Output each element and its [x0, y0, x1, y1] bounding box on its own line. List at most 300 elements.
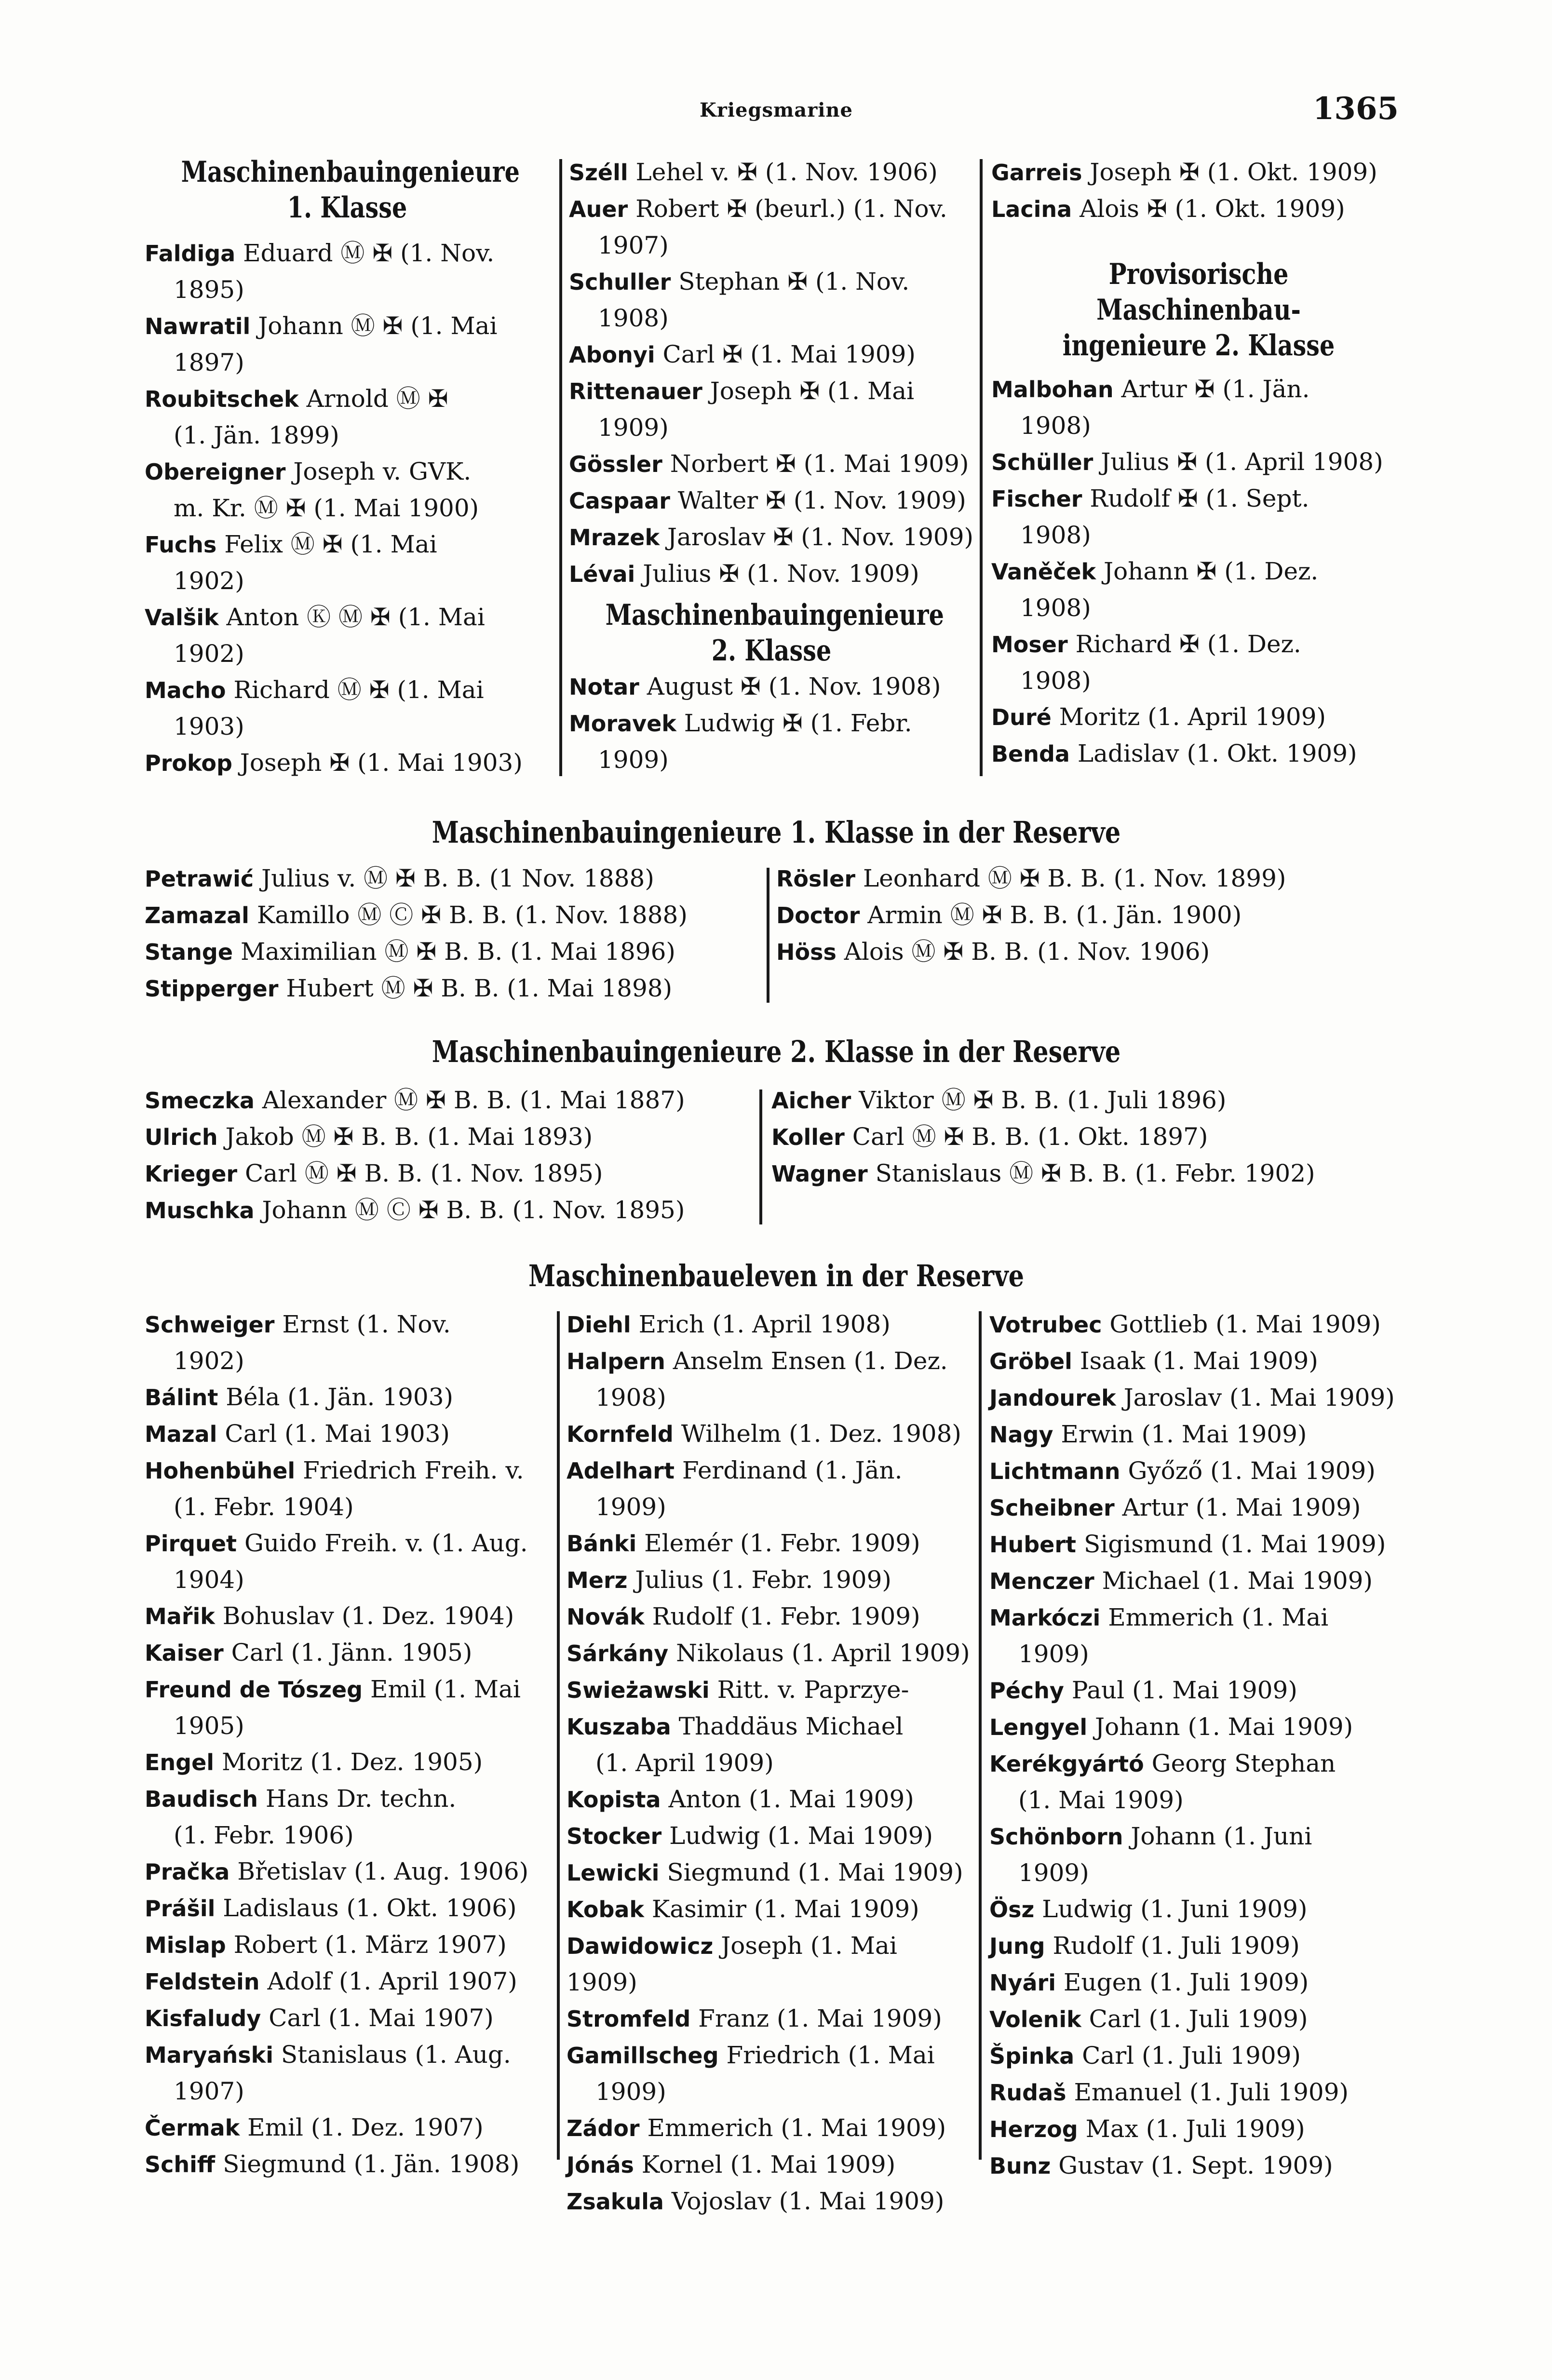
entry-line: [989, 1306, 1404, 1343]
entry-surname: Menczer: [989, 1568, 1094, 1594]
entry-line: [145, 1343, 550, 1379]
entry-line: [567, 1343, 974, 1380]
entry-surname: Zsakula: [567, 2189, 664, 2215]
entry-line: [569, 228, 974, 264]
entry-line: [567, 1818, 974, 1855]
entry-line: [145, 345, 550, 381]
entry-line: [567, 2001, 974, 2037]
entry-line: [567, 1855, 974, 1891]
entry-line: [145, 381, 550, 417]
entry-details: Paul (1. Mai 1909): [1071, 1676, 1297, 1704]
entry-details: Emanuel (1. Juli 1909): [1074, 2078, 1349, 2106]
entry-list: [569, 669, 974, 778]
entry-details: Ludwig (1. Juni 1909): [1042, 1895, 1308, 1923]
entry-details: Viktor Ⓜ ✠ B. B. (1. Juli 1896): [859, 1086, 1227, 1114]
reserve-1-right: [776, 861, 1403, 970]
entry-details: Kasimir (1. Mai 1909): [651, 1895, 919, 1923]
entry-surname: Prášil: [145, 1896, 216, 1922]
entry-line: [145, 272, 550, 308]
entry-line: [991, 481, 1406, 517]
entry-surname: Votrubec: [989, 1312, 1102, 1338]
entry-line: [567, 1525, 974, 1562]
entry-details: Carl (1. Mai 1907): [269, 2004, 494, 2032]
entry-surname: Mrazek: [569, 524, 660, 551]
entry-surname: Mazal: [145, 1421, 217, 1447]
entry-details: 1909): [595, 2078, 666, 2106]
entry-surname: Macho: [145, 677, 226, 703]
entry-details: (1. Febr. 1906): [174, 1821, 354, 1849]
entry-line: [991, 736, 1406, 772]
entry-line: [145, 417, 550, 454]
entry-surname: Lacina: [991, 196, 1072, 222]
entry-line: [989, 1928, 1404, 1964]
entry-line: [569, 669, 974, 705]
entry-details: 1909): [598, 414, 669, 442]
entry-line: [145, 490, 550, 526]
entry-line: [989, 1782, 1404, 1818]
entry-line: [145, 672, 550, 709]
entry-surname: Bunz: [989, 2153, 1051, 2179]
entry-details: Ludwig (1. Mai 1909): [669, 1822, 933, 1850]
entry-details: 1907): [174, 2077, 244, 2105]
entry-surname: Volenik: [989, 2006, 1081, 2032]
entry-details: Siegmund (1. Jän. 1908): [223, 2150, 520, 2178]
entry-line: [145, 1854, 550, 1890]
entry-line: [989, 1416, 1404, 1453]
entry-details: Stephan ✠ (1. Nov.: [678, 268, 910, 296]
entry-details: Sigismund (1. Mai 1909): [1083, 1530, 1386, 1558]
section-subheading: 1. Klasse: [287, 191, 407, 225]
entry-line: [567, 1489, 974, 1525]
entry-details: (1. Jän. 1899): [174, 421, 339, 449]
entry-surname: Scheibner: [989, 1495, 1115, 1521]
entry-details: Felix Ⓜ ✠ (1. Mai: [224, 530, 437, 558]
entry-details: 1908): [1020, 594, 1091, 622]
entry-line: [145, 1379, 550, 1416]
entry-line: [569, 373, 974, 410]
entry-line: [991, 191, 1406, 228]
entry-surname: Jandourek: [989, 1385, 1116, 1411]
entry-details: Vojoslav (1. Mai 1909): [671, 2187, 945, 2215]
entry-line: [567, 1708, 974, 1745]
entry-surname: Zádor: [567, 2115, 640, 2141]
entry-surname: Pirquet: [145, 1531, 237, 1557]
column-divider: [557, 1311, 560, 2160]
entry-line: [989, 1709, 1404, 1746]
entry-details: Guido Freih. v. (1. Aug.: [244, 1529, 528, 1557]
entry-surname: Mařik: [145, 1603, 215, 1629]
entry-line: [567, 1781, 974, 1818]
entry-line: [989, 1891, 1404, 1928]
entry-details: 1905): [174, 1712, 244, 1740]
entry-surname: Stipperger: [145, 976, 279, 1002]
entry-details: Emil (1. Dez. 1907): [247, 2113, 484, 2141]
entry-line: [569, 556, 974, 592]
entry-surname: Schüller: [991, 449, 1093, 475]
entry-surname: Roubitschek: [145, 386, 299, 412]
entry-line: [776, 934, 1403, 970]
entry-surname: Stocker: [567, 1823, 662, 1849]
entry-line: [771, 1156, 1403, 1192]
entry-line: [989, 1818, 1404, 1855]
entry-details: Joseph v. GVK.: [293, 457, 472, 485]
entry-details: 1909): [595, 1493, 666, 1521]
entry-surname: Petrawić: [145, 866, 254, 892]
entry-details: 1902): [174, 567, 244, 595]
entry-list: [771, 1082, 1403, 1192]
entry-details: Gottlieb (1. Mai 1909): [1109, 1310, 1381, 1338]
entry-line: [567, 1380, 974, 1416]
entry-surname: Maryański: [145, 2042, 274, 2068]
section-heading: Provisorische Maschinenbau-: [1096, 257, 1301, 327]
entry-surname: Diehl: [567, 1312, 631, 1338]
entry-surname: Gamillscheg: [567, 2043, 719, 2069]
entry-details: Carl (1. Juli 1909): [1089, 2005, 1308, 2033]
entry-surname: Halpern: [567, 1348, 665, 1374]
entry-line: [989, 1563, 1404, 1600]
entry-details: Anton (1. Mai 1909): [668, 1785, 914, 1813]
entry-line: [145, 599, 550, 636]
entry-surname: Nagy: [989, 1422, 1053, 1448]
entry-details: Carl (1. Juli 1909): [1082, 2042, 1301, 2070]
entry-line: [145, 1708, 550, 1744]
entry-details: Joseph ✠ (1. Mai: [710, 377, 915, 405]
entry-line: [145, 1562, 550, 1598]
entry-surname: Markóczi: [989, 1605, 1101, 1631]
entry-surname: Lévai: [569, 561, 635, 587]
entry-details: Franz (1. Mai 1909): [698, 2004, 942, 2032]
entry-line: [989, 1453, 1404, 1490]
entry-details: 1909): [1018, 1640, 1089, 1668]
entry-surname: Smeczka: [145, 1088, 255, 1114]
entry-line: [776, 861, 1403, 897]
entry-line: [567, 1306, 974, 1343]
entry-surname: Koller: [771, 1124, 845, 1150]
column-3: [991, 154, 1406, 772]
entry-surname: Notar: [569, 674, 639, 700]
entry-surname: Schiff: [145, 2151, 216, 2178]
entry-surname: Engel: [145, 1749, 215, 1775]
entry-details: 1907): [598, 231, 669, 259]
entry-details: Anton Ⓚ Ⓜ ✠ (1. Mai: [226, 603, 485, 631]
entry-line: [145, 745, 550, 781]
entry-line: [145, 1119, 757, 1156]
reserve-1-title: Maschinenbauingenieure 1. Klasse in der Reserve: [432, 815, 1121, 850]
entry-surname: Zamazal: [145, 902, 249, 928]
entry-surname: Caspaar: [569, 488, 670, 514]
entry-line: [989, 1343, 1404, 1380]
entry-surname: Rösler: [776, 866, 856, 892]
entry-details: Břetislav (1. Aug. 1906): [237, 1857, 529, 1885]
entry-line: [569, 483, 974, 519]
entry-line: [989, 1600, 1404, 1636]
entry-details: Carl ✠ (1. Mai 1909): [662, 340, 916, 368]
entry-details: m. Kr. Ⓜ ✠ (1. Mai 1900): [174, 494, 479, 522]
entry-line: [989, 2148, 1404, 2184]
eleven-column-3: [989, 1306, 1404, 2184]
entry-details: Ritt. v. Paprzye-: [717, 1676, 909, 1704]
entry-details: 1902): [174, 1347, 244, 1375]
entry-line: [145, 1671, 550, 1708]
entry-details: Thaddäus Michael: [678, 1712, 904, 1740]
entry-details: Gustav (1. Sept. 1909): [1058, 2151, 1333, 2179]
entry-details: (1. April 1909): [595, 1749, 774, 1777]
entry-details: 1908): [598, 304, 669, 332]
section-subheading: ingenieure 2. Klasse: [1062, 329, 1335, 363]
entry-surname: Bánki: [567, 1531, 637, 1557]
entry-details: Johann ✠ (1. Dez.: [1104, 557, 1319, 585]
entry-line: [989, 2001, 1404, 2038]
entry-details: Johann Ⓜ Ⓒ ✠ B. B. (1. Nov. 1895): [262, 1196, 685, 1224]
reserve-1-left: [145, 861, 762, 1007]
column-divider: [767, 868, 769, 1003]
entry-details: Julius (1. Febr. 1909): [635, 1566, 891, 1594]
entry-line: [989, 2038, 1404, 2074]
entry-surname: Swieżawski: [567, 1677, 710, 1703]
entry-line: [145, 1525, 550, 1562]
entry-details: Isaak (1. Mai 1909): [1080, 1347, 1318, 1375]
entry-details: Eugen (1. Juli 1909): [1063, 1968, 1309, 1996]
entry-line: [145, 563, 550, 599]
entry-line: [569, 154, 974, 191]
entry-details: Eduard Ⓜ ✠ (1. Nov.: [243, 239, 495, 267]
entry-details: Max (1. Juli 1909): [1085, 2115, 1305, 2143]
entry-surname: Adelhart: [567, 1458, 675, 1484]
entry-line: [771, 1082, 1403, 1119]
entry-surname: Ösz: [989, 1896, 1035, 1923]
entry-surname: Kuszaba: [567, 1714, 671, 1740]
entry-surname: Péchy: [989, 1678, 1064, 1704]
entry-details: Walter ✠ (1. Nov. 1909): [677, 486, 966, 514]
entry-details: Béla (1. Jän. 1903): [226, 1383, 454, 1411]
entry-surname: Garreis: [991, 160, 1082, 186]
entry-details: 1909): [598, 746, 669, 774]
entry-line: [145, 1927, 550, 1963]
entry-surname: Schönborn: [989, 1824, 1123, 1850]
entry-details: Joseph ✠ (1. Mai 1903): [240, 749, 523, 777]
entry-details: Adolf (1. April 1907): [267, 1967, 517, 1995]
entry-surname: Malbohan: [991, 376, 1114, 403]
entry-details: Georg Stephan: [1151, 1749, 1336, 1777]
entry-line: [145, 1306, 550, 1343]
section-heading: Maschinenbauingenieure: [605, 598, 944, 632]
entry-list: [989, 1306, 1404, 2184]
entry-details: (1. Febr. 1904): [174, 1493, 354, 1521]
entry-details: Carl (1. Mai 1903): [225, 1420, 450, 1448]
entry-line: [569, 191, 974, 228]
entry-details: Erwin (1. Mai 1909): [1061, 1420, 1307, 1448]
entry-details: Leonhard Ⓜ ✠ B. B. (1. Nov. 1899): [863, 864, 1286, 892]
entry-surname: Hohenbühel: [145, 1458, 296, 1484]
entry-surname: Nyári: [989, 1970, 1056, 1996]
entry-line: [989, 2111, 1404, 2148]
entry-surname: Wagner: [771, 1161, 868, 1187]
entry-details: Friedrich (1. Mai: [726, 2041, 935, 2069]
entry-surname: Stange: [145, 939, 233, 965]
entry-line: [145, 454, 550, 490]
entry-surname: Fuchs: [145, 532, 217, 558]
column-divider: [979, 1311, 982, 2160]
column-divider: [559, 159, 562, 776]
entry-surname: Gössler: [569, 451, 662, 477]
entry-surname: Rudaš: [989, 2080, 1066, 2106]
entry-line: [567, 1672, 974, 1708]
entry-line: [145, 1890, 550, 1927]
entry-details: 1902): [174, 640, 244, 668]
entry-details: Artur (1. Mai 1909): [1122, 1493, 1361, 1521]
entry-details: Lehel v. ✠ (1. Nov. 1906): [635, 158, 938, 186]
entry-details: (1. Mai 1909): [1018, 1786, 1184, 1814]
section-heading: Maschinenbauingenieure: [181, 155, 520, 189]
entry-line: [145, 1635, 550, 1671]
entry-line: [991, 444, 1406, 481]
entry-list: [145, 235, 550, 781]
entry-surname: Kobak: [567, 1896, 644, 1923]
entry-line: [145, 1489, 550, 1525]
entry-line: [567, 1928, 974, 2001]
entry-surname: Kerékgyártó: [989, 1751, 1144, 1777]
entry-surname: Jónás: [567, 2152, 634, 2178]
entry-surname: Prokop: [145, 750, 232, 776]
entry-details: Moritz (1. April 1909): [1059, 703, 1326, 731]
entry-line: [145, 2000, 550, 2037]
entry-surname: Kisfaludy: [145, 2005, 261, 2031]
entry-list: [569, 154, 974, 592]
entry-list: [145, 861, 762, 1007]
entry-line: [567, 1452, 974, 1489]
entry-line: [145, 970, 762, 1007]
entry-line: [567, 1562, 974, 1599]
entry-details: Julius ✠ (1. April 1908): [1101, 448, 1383, 476]
entry-details: August ✠ (1. Nov. 1908): [647, 672, 941, 700]
running-header: Kriegsmarine: [699, 99, 853, 121]
entry-line: [567, 1635, 974, 1672]
entry-line: [145, 1781, 550, 1817]
entry-surname: Széll: [569, 160, 628, 186]
entry-line: [567, 1745, 974, 1781]
entry-details: Ladislav (1. Okt. 1909): [1077, 740, 1357, 767]
entry-line: [145, 2110, 550, 2146]
entry-line: [567, 2074, 974, 2110]
entry-details: Johann (1. Juni: [1131, 1822, 1312, 1850]
entry-details: Armin Ⓜ ✠ B. B. (1. Jän. 1900): [867, 901, 1242, 929]
entry-surname: Aicher: [771, 1088, 851, 1114]
entry-details: Anselm Ensen (1. Dez.: [673, 1347, 948, 1375]
entry-details: Jaroslav ✠ (1. Nov. 1909): [667, 523, 974, 551]
entry-surname: Höss: [776, 939, 837, 965]
reserve-2-left: [145, 1082, 757, 1229]
entry-details: 1908): [1020, 521, 1091, 549]
entry-details: Ferdinand (1. Jän.: [682, 1456, 903, 1484]
entry-surname: Muschka: [145, 1197, 255, 1224]
column-1: [145, 154, 550, 781]
entry-line: [991, 699, 1406, 736]
entry-details: Elemér (1. Febr. 1909): [644, 1529, 920, 1557]
entry-details: Julius v. Ⓜ ✠ B. B. (1 Nov. 1888): [261, 864, 654, 892]
entry-details: Alois Ⓜ ✠ B. B. (1. Nov. 1906): [844, 938, 1210, 966]
entry-surname: Lengyel: [989, 1714, 1088, 1740]
entry-list: [567, 1306, 974, 2220]
entry-details: Jaroslav (1. Mai 1909): [1123, 1384, 1395, 1412]
entry-surname: Auer: [569, 196, 628, 222]
entry-details: 1908): [1020, 667, 1091, 695]
entry-details: Alois ✠ (1. Okt. 1909): [1080, 195, 1345, 223]
entry-line: [569, 742, 974, 778]
entry-line: [989, 1855, 1404, 1891]
entry-line: [145, 1963, 550, 2000]
entry-surname: Abonyi: [569, 342, 655, 368]
entry-surname: Feldstein: [145, 1969, 260, 1995]
entry-line: [991, 517, 1406, 553]
entry-line: [569, 336, 974, 373]
entry-line: [145, 2037, 550, 2073]
entry-details: Kamillo Ⓜ Ⓒ ✠ B. B. (1. Nov. 1888): [256, 901, 688, 929]
entry-details: Ernst (1. Nov.: [282, 1310, 451, 1338]
entry-line: [145, 1416, 550, 1452]
entry-line: [567, 2110, 974, 2147]
eleven-column-1: [145, 1306, 550, 2183]
entry-line: [145, 2073, 550, 2110]
entry-surname: Doctor: [776, 902, 860, 928]
entry-list: [776, 861, 1403, 970]
entry-line: [989, 1380, 1404, 1416]
entry-line: [989, 1672, 1404, 1709]
entry-list: [145, 1082, 757, 1229]
entry-surname: Lewicki: [567, 1860, 660, 1886]
entry-line: [145, 1598, 550, 1635]
entry-details: Maximilian Ⓜ ✠ B. B. (1. Mai 1896): [240, 938, 675, 966]
entry-list: [991, 154, 1406, 228]
entry-surname: Vaněček: [991, 559, 1096, 585]
entry-line: [991, 154, 1406, 191]
entry-surname: Moravek: [569, 711, 676, 737]
entry-line: [991, 663, 1406, 699]
entry-surname: Obereigner: [145, 459, 286, 485]
entry-details: Rudolf (1. Febr. 1909): [652, 1602, 920, 1630]
reserve-2-right: [771, 1082, 1403, 1192]
entry-details: Johann (1. Mai 1909): [1095, 1713, 1353, 1741]
entry-surname: Bálint: [145, 1385, 218, 1411]
entry-details: Bohuslav (1. Dez. 1904): [222, 1602, 514, 1630]
entry-surname: Novák: [567, 1604, 645, 1630]
entry-details: Carl Ⓜ ✠ B. B. (1. Okt. 1897): [852, 1123, 1208, 1151]
entry-surname: Faldiga: [145, 241, 236, 267]
entry-line: [145, 1817, 550, 1854]
entry-surname: Krieger: [145, 1161, 238, 1187]
entry-surname: Herzog: [989, 2116, 1078, 2142]
entry-details: Joseph ✠ (1. Okt. 1909): [1090, 158, 1377, 186]
entry-details: 1895): [174, 276, 244, 304]
column-divider: [980, 159, 983, 776]
column-2: [569, 154, 974, 778]
entry-line: [991, 590, 1406, 626]
entry-line: [989, 1526, 1404, 1563]
entry-line: [145, 526, 550, 563]
entry-list: [145, 1306, 550, 2183]
entry-details: Joseph (1. Mai 1909): [567, 1932, 897, 1996]
entry-line: [145, 1082, 757, 1119]
entry-surname: Schuller: [569, 269, 671, 295]
entry-line: [569, 705, 974, 742]
entry-details: Arnold Ⓜ ✠: [306, 385, 448, 413]
entry-surname: Rittenauer: [569, 378, 702, 404]
entry-line: [991, 371, 1406, 408]
entry-surname: Benda: [991, 741, 1070, 767]
eleven-column-2: [567, 1306, 974, 2220]
entry-line: [145, 1192, 757, 1229]
entry-details: Nikolaus (1. April 1909): [676, 1639, 970, 1667]
entry-details: Michael (1. Mai 1909): [1102, 1567, 1373, 1595]
